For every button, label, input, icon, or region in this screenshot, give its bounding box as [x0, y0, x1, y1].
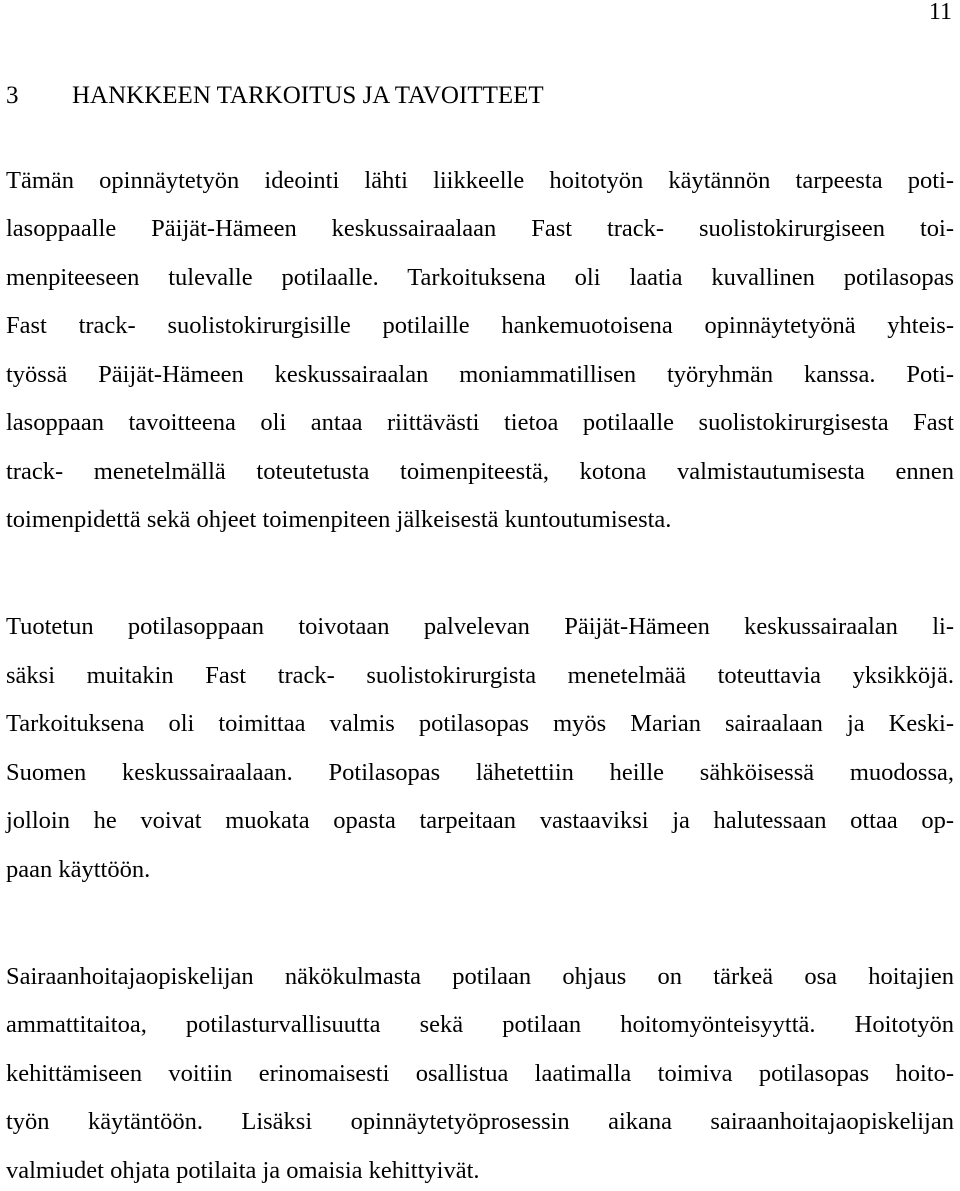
- section-number: 3: [6, 82, 19, 109]
- paragraph-line: Sairaanhoitajaopiskelijan näkökulmasta potilaan ohjaus on tärkeä osa hoitajien: [6, 963, 954, 990]
- paragraph-line: Tuotetun potilasoppaan toivotaan palvelevan Päijät-Hämeen keskussairaalan li-: [6, 613, 954, 640]
- page-number: 11: [928, 0, 952, 25]
- paragraph-line: Suomen keskussairaalaan. Potilasopas lähetettiin heille sähköisessä muodossa,: [6, 759, 954, 786]
- paragraph-line: paan käyttöön.: [6, 856, 151, 883]
- paragraph-line: Tämän opinnäytetyön ideointi lähti liikkeelle hoitotyön käytännön tarpeesta poti-: [6, 167, 954, 194]
- paragraph-line: ammattitaitoa, potilasturvallisuutta sekä potilaan hoitomyönteisyyttä. Hoitotyön: [6, 1011, 954, 1038]
- section-heading: [6, 81, 544, 111]
- paragraph-line: menpiteeseen tulevalle potilaalle. Tarkoituksena oli laatia kuvallinen potilasopas: [6, 264, 954, 291]
- paragraph-line: Tarkoituksena oli toimittaa valmis potilasopas myös Marian sairaalaan ja Keski-: [6, 710, 954, 737]
- paragraph-line: säksi muitakin Fast track- suolistokirurgista menetelmää toteuttavia yksikköjä.: [6, 662, 954, 689]
- section-title: HANKKEEN TARKOITUS JA TAVOITTEET: [72, 82, 544, 109]
- paragraph-line: työssä Päijät-Hämeen keskussairaalan moniammatillisen työryhmän kanssa. Poti-: [6, 361, 954, 388]
- paragraph-line: valmiudet ohjata potilaita ja omaisia kehittyivät.: [6, 1157, 480, 1184]
- paragraph-line: kehittämiseen voitiin erinomaisesti osallistua laatimalla toimiva potilasopas hoito-: [6, 1060, 954, 1087]
- paragraph-line: lasoppaalle Päijät-Hämeen keskussairaalaan Fast track- suolistokirurgiseen toi-: [6, 215, 954, 242]
- paragraph-line: työn käytäntöön. Lisäksi opinnäytetyöprosessin aikana sairaanhoitajaopiskelijan: [6, 1108, 954, 1135]
- paragraph-line: Fast track- suolistokirurgisille potilaille hankemuotoisena opinnäytetyönä yhteis-: [6, 312, 954, 339]
- paragraph-line: jolloin he voivat muokata opasta tarpeitaan vastaaviksi ja halutessaan ottaa op-: [6, 807, 954, 834]
- paragraph-line: track- menetelmällä toteutetusta toimenpiteestä, kotona valmistautumisesta ennen: [6, 458, 954, 485]
- paragraph-line: toimenpidettä sekä ohjeet toimenpiteen jälkeisestä kuntoutumisesta.: [6, 506, 672, 533]
- paragraph-line: lasoppaan tavoitteena oli antaa riittävästi tietoa potilaalle suolistokirurgisesta Fast: [6, 409, 954, 436]
